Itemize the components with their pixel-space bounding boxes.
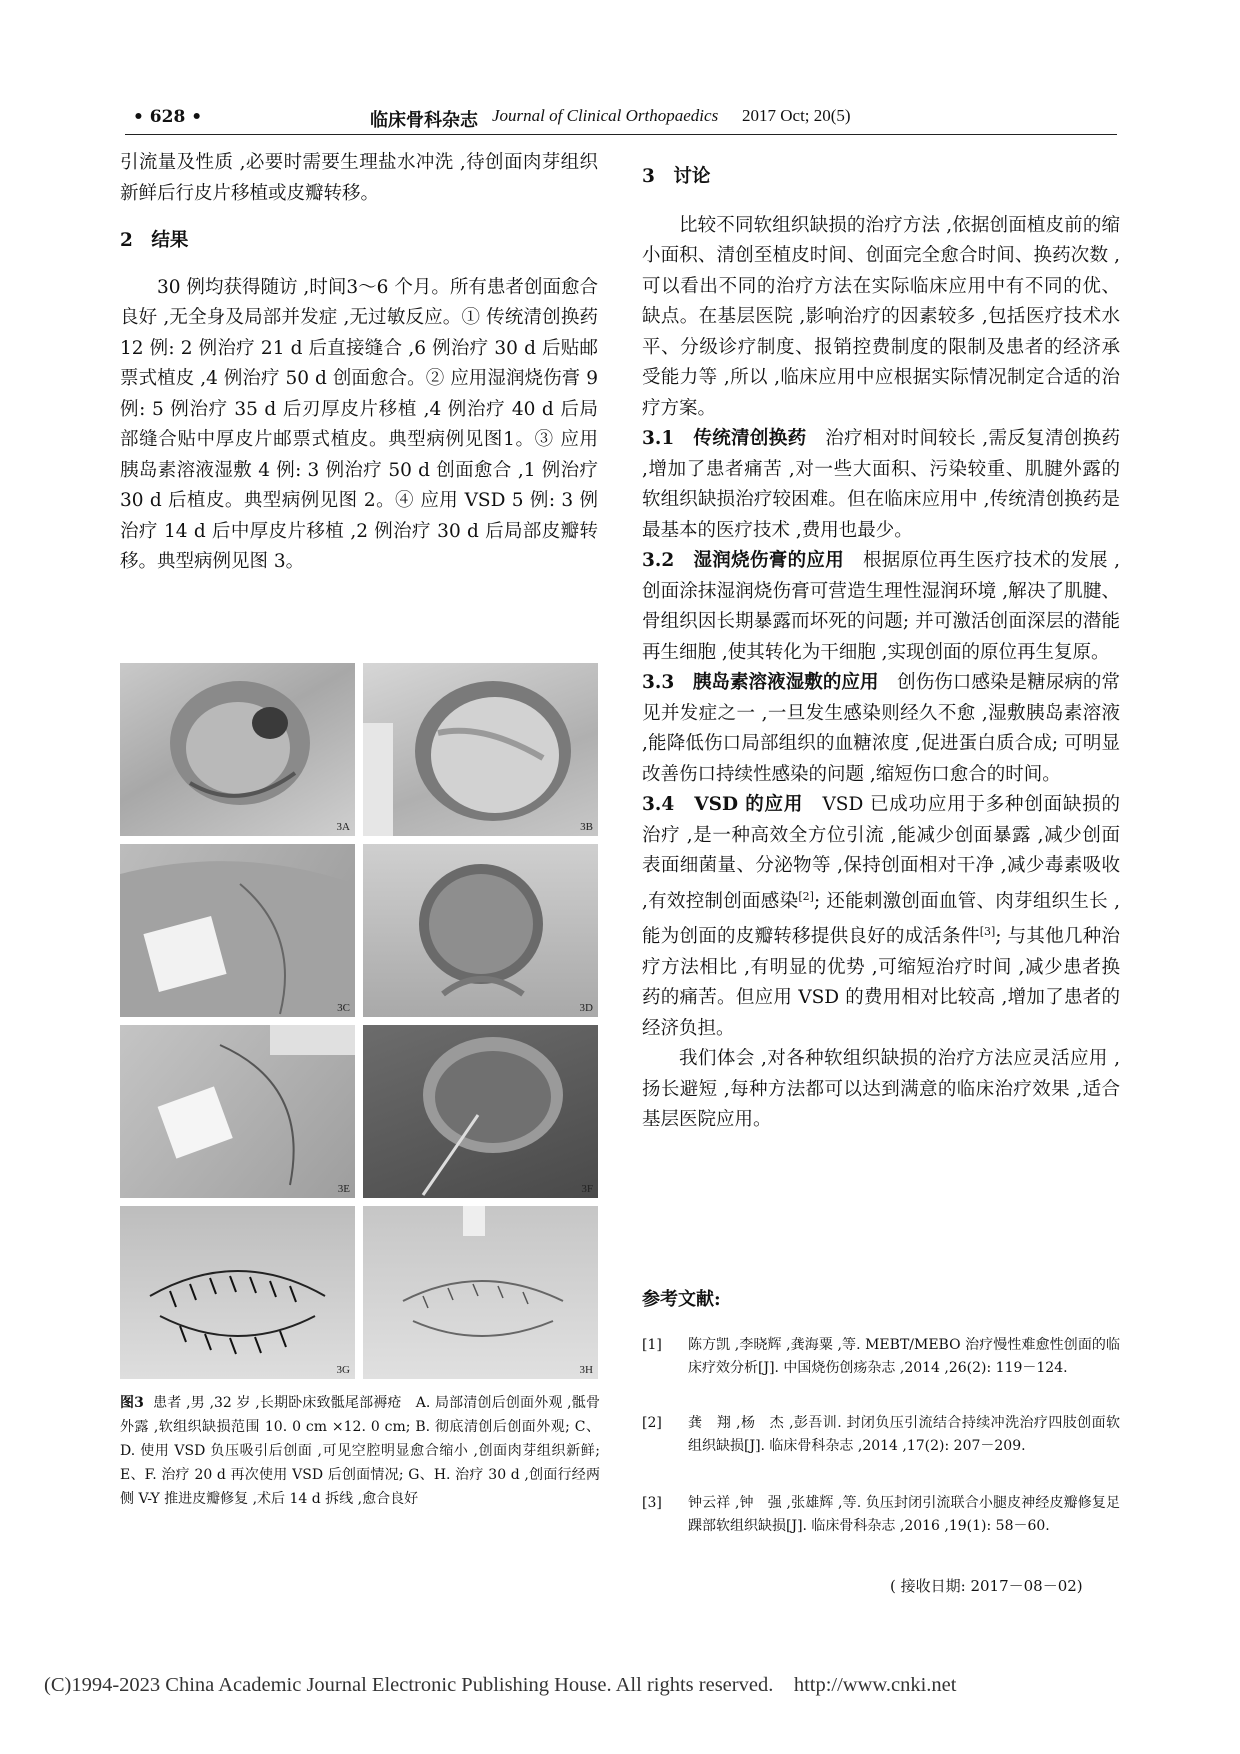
reference-text: 陈方凯 ,李晓辉 ,龚海粟 ,等. MEBT/MEBO 治疗慢性难愈性创面的临床疗效分析[J]. 中国烧伤创疡杂志 ,2014 ,26(2): 119－124. [688,1337,1120,1376]
reference-item [642,1412,1120,1458]
subsection-3-2-title: 3.2 湿润烧伤膏的应用 [642,550,845,571]
received-date: ( 接收日期: 2017－08－02) [890,1577,1083,1595]
reference-item [642,1334,1120,1380]
citation-2: [2] [798,889,814,903]
page-number: • 628 • [133,107,203,127]
header-rule [125,134,1117,135]
wound-cleaned-illustration [363,663,598,836]
vsd-reapplied-illustration [120,1025,355,1198]
reference-text: 钟云祥 ,钟 强 ,张雄辉 ,等. 负压封闭引流联合小腿皮神经皮瓣修复足踝部软组织缺损[J]. 临床骨科杂志 ,2016 ,19(1): 58－60. [688,1495,1120,1534]
subsection-3-1 [642,424,1120,546]
issue-info: 2017 Oct; 20(5) [742,106,851,125]
subsection-3-4-text-a: VSD 已成功应用于多种创面缺损的治疗 ,是一种高效全方位引流 ,能减少创面暴露 ,减少创面表面细菌量、分泌物等 ,保持创面相对干净 ,减少毒素吸收 ,有效控制创面感染 [642,794,1120,912]
wound-debrided-illustration [120,663,355,836]
journal-title-cn: 临床骨科杂志 [370,110,478,131]
photo-label: 3E [337,1183,350,1195]
photo-3c [120,844,355,1017]
subsection-3-1-text: 治疗相对时间较长 ,需反复清创换药 ,增加了患者痛苦 ,对一些大面积、污染较重、肌腱外露的软组织缺损治疗较困难。但在临床应用中 ,传统清创换药是最基本的医疗技术 ,费用也最少。 [642,428,1120,541]
discussion-intro: 比较不同软组织缺损的治疗方法 ,依据创面植皮前的缩小面积、清创至植皮时间、创面完全愈合时间、换药次数 ,可以看出不同的治疗方法在实际临床应用中有不同的优、缺点。在基层医院 ,影响治疗的因素较多 ,包括医疗技术水平、分级诊疗制度、报销控费制度的限制及患者的经济承受能力等 ,所以 ,临床应用中应根据实际情况制定合适的治疗方案。 [642,214,1120,419]
photo-label: 3A [336,821,350,833]
photo-3f [363,1025,598,1198]
photo-3d [363,844,598,1017]
reference-number: [1] [642,1337,662,1353]
section-2-heading: 2 结果 [120,230,189,251]
photo-label: 3G [336,1364,350,1376]
caption-text: 患者 ,男 ,32 岁 ,长期卧床致骶尾部褥疮 A. 局部清创后创面外观 ,骶骨外露 ,软组织缺损范围 10. 0 cm ×12. 0 cm; B. 彻底清创后创面外观; C、D. 使用 VSD 负压吸引后创面 ,可见空腔明显愈合缩小 ,创面肉芽组织新鲜; E、F. 治疗 20 d 再次使用 VSD 后创面情况; G、H. 治疗 30 d ,创面行经两侧 V-Y 推进皮瓣修复 ,术后 14 d 拆线 ,愈合良好 [120,1395,600,1507]
reference-number: [2] [642,1415,662,1431]
subsection-3-4-text-c: ; 与其他几种治疗方法相比 ,有明显的优势 ,可缩短治疗时间 ,减少患者换药的痛苦。但应用 VSD 的费用相对比较高 ,增加了患者的经济负担。 [642,926,1120,1039]
wound-after-treatment-illustration [363,1025,598,1198]
subsection-3-4 [642,790,1120,1044]
left-column [120,148,598,578]
photo-3h [363,1206,598,1379]
copyright-notice: (C)1994-2023 China Academic Journal Electronic Publishing House. All rights reserved. http://www.cnki.net [44,1674,957,1696]
wound-granulation-illustration [363,844,598,1017]
subsection-3-2 [642,546,1120,668]
citation-3: [3] [979,925,996,939]
subsection-3-2-text: 根据原位再生医疗技术的发展 ,创面涂抹湿润烧伤膏可营造生理性湿润环境 ,解决了肌腱、骨组织因长期暴露而坏死的问题; 并可激活创面深层的潜能再生细胞 ,使其转化为干细胞 ,实现创面的原位再生复原。 [642,550,1120,663]
photo-label: 3F [581,1183,593,1195]
conclusion-paragraph: 我们体会 ,对各种软组织缺损的治疗方法应灵活应用 ,扬长避短 ,每种方法都可以达到满意的临床治疗效果 ,适合基层医院应用。 [642,1048,1120,1131]
vsd-dressing-illustration [120,844,355,1017]
section-3-heading: 3 讨论 [642,166,711,187]
sutured-flap-illustration [120,1206,355,1379]
photo-label: 3C [337,1002,350,1014]
figure-3 [120,663,598,1383]
subsection-3-3 [642,668,1120,790]
photo-label: 3H [579,1364,593,1376]
photo-3e [120,1025,355,1198]
reference-text: 龚 翔 ,杨 杰 ,彭吾训. 封闭负压引流结合持续冲洗治疗四肢创面软组织缺损[J]. 临床骨科杂志 ,2014 ,17(2): 207－209. [688,1415,1120,1454]
photo-label: 3D [579,1002,593,1014]
journal-title-en: Journal of Clinical Orthopaedics [492,106,719,125]
subsection-3-4-text-b: ; 还能刺激创面血管、肉芽组织生长 ,能为创面的皮瓣转移提供良好的成活条件 [642,890,1120,948]
photo-label: 3B [580,821,593,833]
reference-number: [3] [642,1495,662,1511]
results-paragraph: 30 例均获得随访 ,时间3～6 个月。所有患者创面愈合良好 ,无全身及局部并发症 ,无过敏反应。① 传统清创换药 12 例: 2 例治疗 21 d 后直接缝合 ,6 例治疗 30 d 后贴邮票式植皮 ,4 例治疗 50 d 创面愈合。② 应用湿润烧伤膏 9 例: 5 例治疗 35 d 后刃厚皮片移植 ,4 例治疗 40 d 后局部缝合贴中厚皮片邮票式植皮。典型病例见图1。③ 应用胰岛素溶液湿敷 4 例: 3 例治疗 50 d 创面愈合 ,1 例治疗 30 d 后植皮。典型病例见图 2。④ 应用 VSD 5 例: 3 例治疗 14 d 后中厚皮片移植 ,2 例治疗 30 d 后局部皮瓣转移。典型病例见图 3。 [120,276,598,572]
subsection-3-3-title: 3.3 胰岛素溶液湿敷的应用 [642,672,879,693]
paragraph-continued: 引流量及性质 ,必要时需要生理盐水冲洗 ,待创面肉芽组织新鲜后行皮片移植或皮瓣转移。 [120,152,598,204]
figure-caption [120,1391,600,1511]
subsection-3-4-title: 3.4 VSD 的应用 [642,794,804,815]
reference-item [642,1492,1120,1538]
references-heading: 参考文献: [642,1289,721,1310]
healed-wound-illustration [363,1206,598,1379]
photo-3b [363,663,598,836]
subsection-3-1-title: 3.1 传统清创换药 [642,428,807,449]
subsection-3-3-text: 创伤伤口感染是糖尿病的常见并发症之一 ,一旦发生感染则经久不愈 ,湿敷胰岛素溶液 ,能降低伤口局部组织的血糖浓度 ,促进蛋白质合成; 可明显改善伤口持续性感染的问题 ,缩短伤口愈合的时间。 [642,672,1120,785]
right-column [642,162,1120,1136]
photo-3a [120,663,355,836]
photo-3g [120,1206,355,1379]
caption-label: 图3 [120,1395,144,1411]
